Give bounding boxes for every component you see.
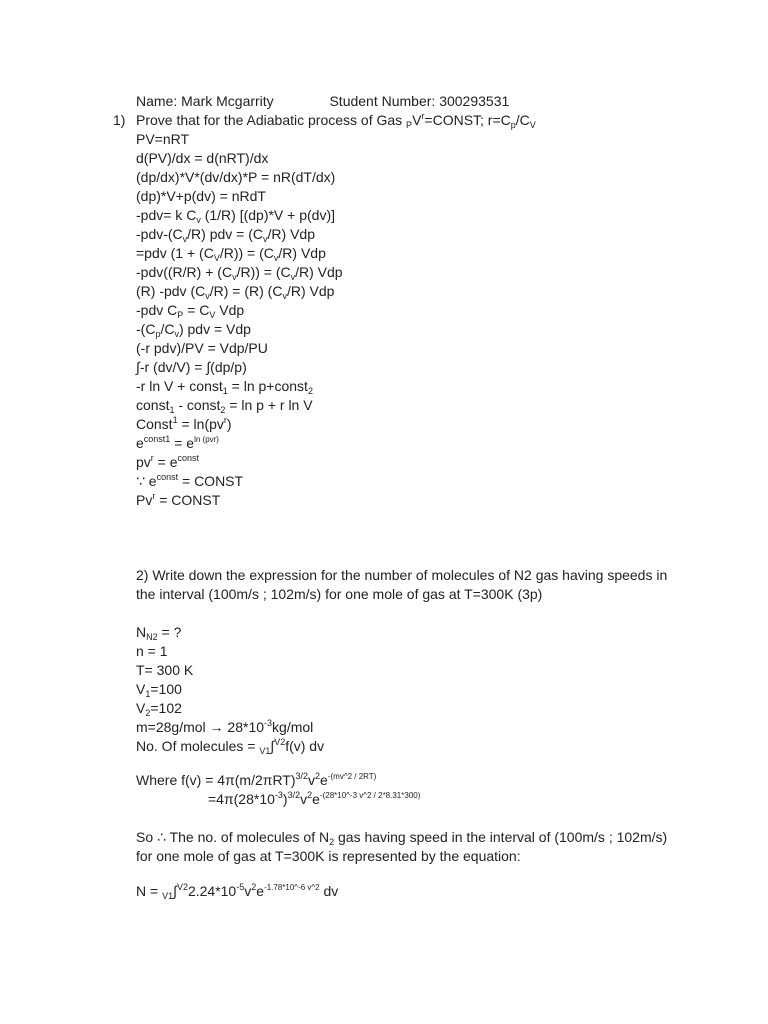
q1-line-15: const$_1$ - const$_2$ = ln p + r ln V (136, 397, 313, 415)
q2-temperature: T= 300 K (136, 662, 194, 678)
question-1-prompt: Prove that for the Adiabatic process of Gas $_PV^r=CONST$; $r=C_p/C_V$ (136, 111, 536, 130)
q1-line-14: -r ln V + const$_1$ = ln p+const$_2$ (136, 378, 313, 396)
q1-line-5: -pdv= k $C_v$ (1/R) [(dp)*V + p(dv)] (136, 207, 336, 225)
q1-line-13: ∫-r (dv/V) = ∫(dp/p) (136, 359, 247, 375)
q2-v2: $V_2=102$ (136, 700, 182, 718)
question-1-number: 1) (113, 112, 126, 128)
q1-line-20: $Pv^r$ = CONST (136, 491, 221, 508)
question-2-prompt-line-1: 2) Write down the expression for the number of molecules of N2 gas having speeds in (136, 567, 668, 583)
q1-line-2: d(PV)/dx = d(nRT)/dx (136, 150, 269, 166)
q1-line-6: $-pdv-(C_v/R)$ pdv = $(C_v/R)$ Vdp (136, 226, 315, 244)
q1-line-12: (-r pdv)/PV = Vdp/PU (136, 340, 268, 356)
q1-line-18: $pv^r = e^{const}$ (136, 453, 200, 470)
question-2-prompt-line-2: the interval (100m/s ; 102m/s) for one mole of gas at T=300K (3p) (136, 586, 543, 602)
q1-line-11: $-(C_p/C_v)$ pdv = Vdp (136, 321, 251, 339)
q1-line-9: (R) -pdv $(C_v/R) = (R)$ $(C_v/R)$ Vdp (136, 283, 335, 301)
q2-final-equation: $N = _{V1}\int^{V2}2.24*10^{-5}v^2e^{-1.78*10\^{}-6 v\^{}2}$ dv (136, 882, 339, 901)
q2-conclusion-line-2: for one mole of gas at T=300K is represented by the equation: (136, 848, 521, 864)
q1-line-4: (dp)*V+p(dv) = nRdT (136, 188, 266, 204)
q1-line-16: Const$^1$ = $\ln(pv^r)$ (136, 415, 232, 432)
q2-v1: $V_1=100$ (136, 681, 182, 699)
q2-distribution-function: Where $f(v) = 4\pi(m/2\pi RT)^{3/2}v^2e^{-(mv\^{}2 / 2RT)}$ (136, 771, 377, 788)
q1-line-19: ∵ $e^{const}$ = CONST (136, 472, 244, 489)
q1-line-1: PV=nRT (136, 131, 190, 147)
q2-distribution-substituted: $=4\pi(28*10^{-3})^{3/2}v^2e^{-(28*10\^{}-3 v\^{}2 / 2*8.31*300)}$ (208, 790, 421, 807)
header-line (136, 92, 509, 111)
q1-line-3: (dp/dx)*V*(dv/dx)*P = nR(dT/dx) (136, 169, 336, 185)
q2-number-of-molecules: No. Of molecules = $_{V1}$∫$^{V2}$f(v) dv (136, 737, 325, 756)
q1-line-17: $e^{const1} = e^{ln (pvr)}$ (136, 434, 219, 451)
q1-line-10: -pdv $C_P = C_V$ Vdp (136, 302, 245, 320)
q2-moles: n = 1 (136, 643, 168, 659)
q1-line-8: $-pdv((R/R) + (C_v/R)) = (C_v/R)$ Vdp (136, 264, 343, 282)
q2-mass: $m=28g/mol \to 28*10^{-3}kg$/mol (136, 718, 314, 735)
name-label: Name: Mark Mcgarrity (136, 93, 274, 109)
q2-conclusion-line-1: So ∴ The no. of molecules of $N_2$ gas having speed in the interval of (100m/s ; 102m/s) (136, 829, 668, 847)
q1-line-7: =pdv $(1 + (C_V/R)) = (C_v/R)$ Vdp (136, 245, 326, 263)
student-number-label: Student Number: 300293531 (329, 93, 510, 109)
q2-unknown: $N_{N2}$ = ? (136, 624, 182, 642)
